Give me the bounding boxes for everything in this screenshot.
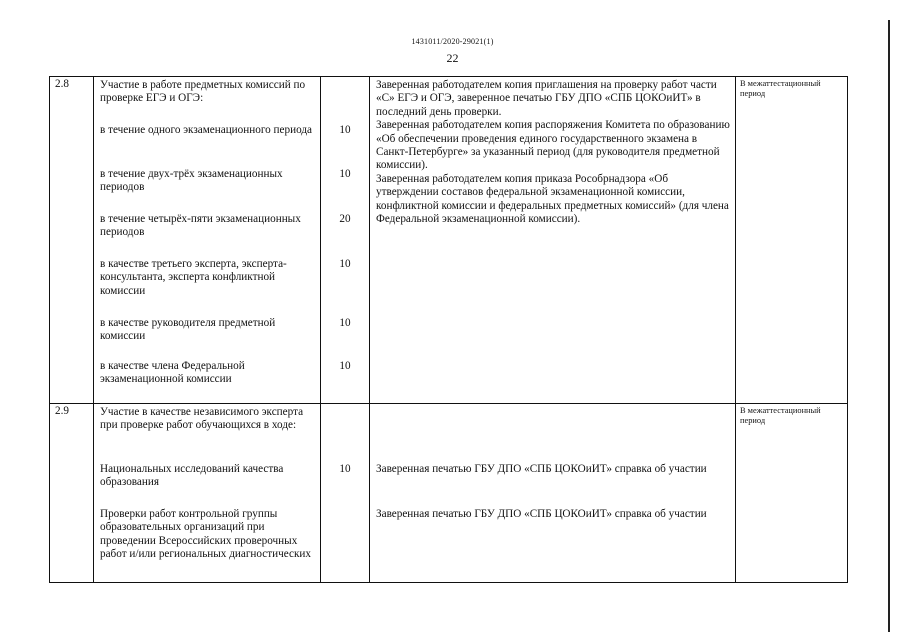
criterion-item: в качестве члена Федеральной экзаменационной комиссии xyxy=(100,360,245,386)
criterion-heading: Участие в работе предметных комиссий по проверке ЕГЭ и ОГЭ: xyxy=(100,79,306,105)
criterion-item: в течение двух-трёх экзаменационных периодов xyxy=(100,168,283,194)
documents-cell xyxy=(370,404,736,583)
row-number: 2.9 xyxy=(55,405,69,417)
criterion-heading: Участие в качестве независимого эксперта при проверке работ обучающихся в ходе: xyxy=(100,406,304,432)
points-value: 10 xyxy=(339,463,351,475)
points-cell xyxy=(321,77,370,404)
documents-text: Заверенная работодателем копия приглашения на проверку работ части «С» ЕГЭ и ОГЭ, заверенное печатью ГБУ ДПО «СПБ ЦОКОиИТ» в последний день проверки. Заверенная работодателем копия распоряжения Комитета по образованию «Об обеспечении проведения единого государственного экзамена в Санкт-Петербурге» за указанный период (для руководителя предметной комиссии). Заверенная работодателем копия приказа Рособрнадзора «Об утверждении составов федеральной экзаменационной комиссии, конфликтной комиссии и федеральных предметных комиссий» (для члена Федеральной экзаменационной комиссии). xyxy=(376,79,730,226)
table-row xyxy=(50,404,848,583)
criterion-item: в течение одного экзаменационного периода xyxy=(100,124,312,136)
criterion-item: в качестве руководителя предметной комиссии xyxy=(100,317,276,343)
criterion-cell xyxy=(94,404,321,583)
points-value: 10 xyxy=(339,317,351,329)
criterion-item: Проверки работ контрольной группы образовательных организаций при проведении Всероссийских проверочных работ и/или региональных диагностических xyxy=(100,508,311,561)
criterion-item: Национальных исследований качества образования xyxy=(100,463,284,489)
criterion-item: в качестве третьего эксперта, эксперта-консультанта, эксперта конфликтной комиссии xyxy=(100,258,287,297)
documents-text: Заверенная печатью ГБУ ДПО «СПБ ЦОКОиИТ» справка об участии xyxy=(376,508,707,520)
document-id: 1431011/2020-29021(1) xyxy=(411,37,494,46)
points-value: 10 xyxy=(339,124,351,136)
period-text: В межаттестационный период xyxy=(740,79,821,98)
table-row xyxy=(50,77,848,404)
documents-cell xyxy=(370,77,736,404)
points-value: 10 xyxy=(339,360,351,372)
period-text: В межаттестационный период xyxy=(740,406,821,425)
points-value: 10 xyxy=(339,258,351,270)
row-number-cell xyxy=(50,77,94,404)
scan-edge-line xyxy=(888,20,890,632)
documents-text: Заверенная печатью ГБУ ДПО «СПБ ЦОКОиИТ» справка об участии xyxy=(376,463,707,475)
criteria-table xyxy=(49,76,848,583)
period-cell xyxy=(736,404,848,583)
row-number-cell xyxy=(50,404,94,583)
criterion-item: в течение четырёх-пяти экзаменационных периодов xyxy=(100,213,301,239)
points-value: 20 xyxy=(339,213,351,225)
period-cell xyxy=(736,77,848,404)
criterion-cell xyxy=(94,77,321,404)
points-cell xyxy=(321,404,370,583)
points-value: 10 xyxy=(339,168,351,180)
row-number: 2.8 xyxy=(55,78,69,90)
page-number: 22 xyxy=(446,51,459,65)
